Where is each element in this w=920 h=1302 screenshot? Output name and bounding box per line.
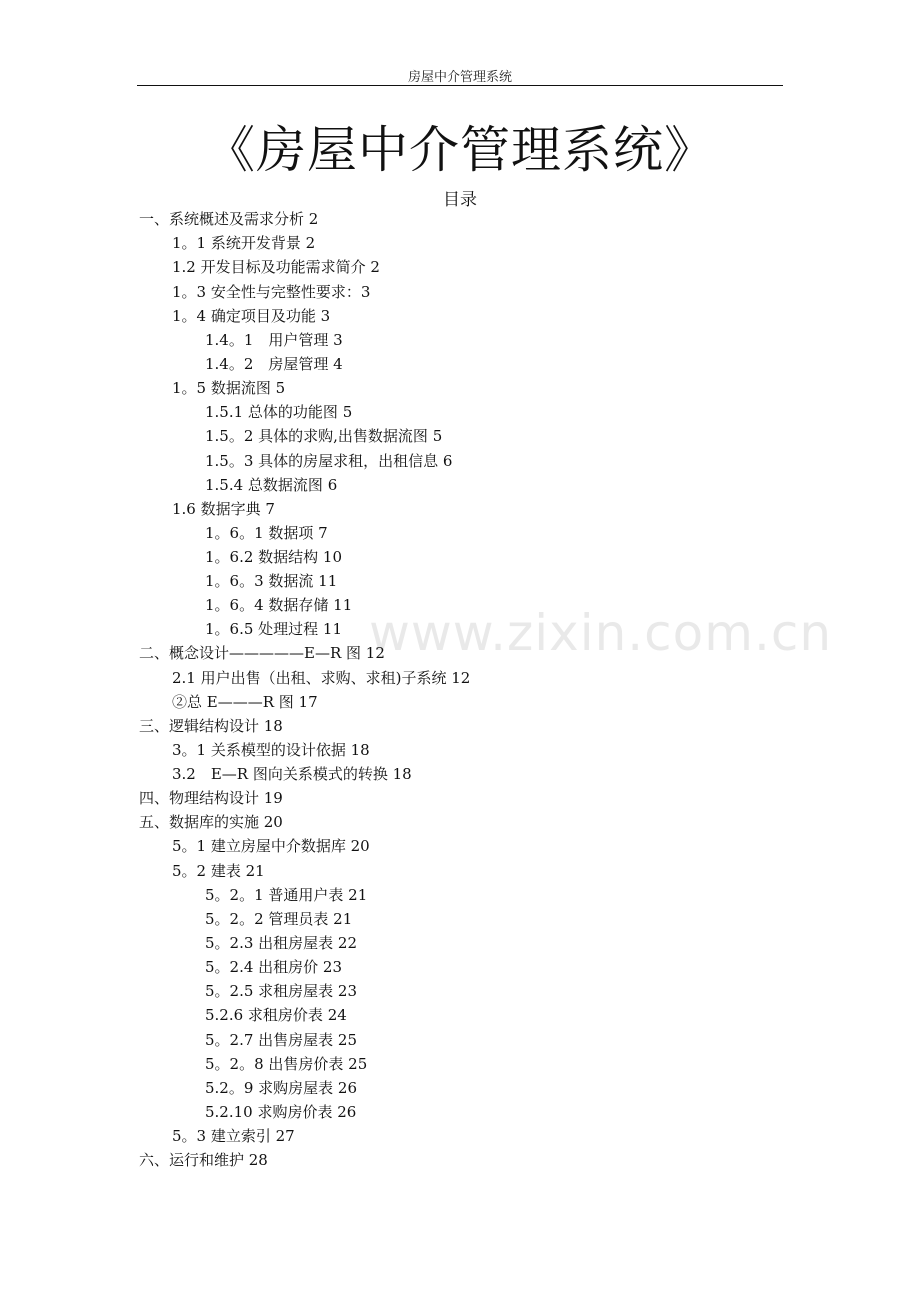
toc-entry[interactable]: 一、系统概述及需求分析 2 (139, 210, 319, 228)
toc-entry[interactable]: 5。2.3 出租房屋表 22 (205, 934, 358, 952)
toc-entry[interactable]: 三、逻辑结构设计 18 (139, 717, 283, 735)
running-header: 房屋中介管理系统 (407, 70, 512, 85)
toc-entry[interactable]: ②总 E———R 图 17 (172, 693, 318, 711)
toc-entry[interactable]: 1。6。3 数据流 11 (205, 572, 338, 590)
toc-heading: 目录 (443, 190, 477, 210)
toc-entry[interactable]: 1。6.5 处理过程 11 (205, 620, 343, 638)
toc-entry[interactable]: 3。1 关系模型的设计依据 18 (172, 741, 370, 759)
toc-entry[interactable]: 1。3 安全性与完整性要求：3 (172, 283, 371, 301)
toc-entry[interactable]: 五、数据库的实施 20 (139, 813, 283, 831)
header-divider (137, 85, 783, 86)
toc-entry[interactable]: 1.5.1 总体的功能图 5 (205, 403, 353, 421)
toc-entry[interactable]: 二、概念设计—————E—R 图 12 (139, 644, 385, 662)
toc-entry[interactable]: 1.6 数据字典 7 (172, 500, 275, 518)
toc-entry[interactable]: 六、运行和维护 28 (139, 1151, 268, 1169)
toc-entry[interactable]: 5.2.6 求租房价表 24 (205, 1006, 347, 1024)
toc-entry[interactable]: 5。2.5 求租房屋表 23 (205, 982, 358, 1000)
document-title: 《房屋中介管理系统》 (205, 121, 715, 179)
watermark: www.zixin.com.cn (369, 604, 833, 662)
toc-entry[interactable]: 1.5。2 具体的求购,出售数据流图 5 (205, 427, 443, 445)
toc-entry[interactable]: 1.5。3 具体的房屋求租，出租信息 6 (205, 452, 453, 470)
toc-entry[interactable]: 1。4 确定项目及功能 3 (172, 307, 331, 325)
toc-entry[interactable]: 3.2 E—R 图向关系模式的转换 18 (172, 765, 412, 783)
toc-entry[interactable]: 5。2.7 出售房屋表 25 (205, 1031, 358, 1049)
toc-entry[interactable]: 四、物理结构设计 19 (139, 789, 283, 807)
toc-entry[interactable]: 1.2 开发目标及功能需求简介 2 (172, 258, 380, 276)
toc-entry[interactable]: 5。2。1 普通用户表 21 (205, 886, 368, 904)
toc-entry[interactable]: 5。1 建立房屋中介数据库 20 (172, 837, 370, 855)
toc-entry[interactable]: 1。5 数据流图 5 (172, 379, 286, 397)
toc-entry[interactable]: 2.1 用户出售（出租、求购、求租)子系统 12 (172, 669, 471, 687)
toc-entry[interactable]: 5。2。8 出售房价表 25 (205, 1055, 368, 1073)
toc-entry[interactable]: 1.4。2 房屋管理 4 (205, 355, 343, 373)
toc-entry[interactable]: 5。2.4 出租房价 23 (205, 958, 343, 976)
toc-entry[interactable]: 5.2。9 求购房屋表 26 (205, 1079, 358, 1097)
toc-entry[interactable]: 1。1 系统开发背景 2 (172, 234, 316, 252)
toc-entry[interactable]: 5.2.10 求购房价表 26 (205, 1103, 357, 1121)
toc-entry[interactable]: 1.4。1 用户管理 3 (205, 331, 343, 349)
toc-entry[interactable]: 1。6。4 数据存储 11 (205, 596, 353, 614)
toc-entry[interactable]: 5。2。2 管理员表 21 (205, 910, 353, 928)
toc-entry[interactable]: 1。6。1 数据项 7 (205, 524, 328, 542)
toc-entry[interactable]: 5。2 建表 21 (172, 862, 265, 880)
toc-entry[interactable]: 1.5.4 总数据流图 6 (205, 476, 338, 494)
toc-entry[interactable]: 1。6.2 数据结构 10 (205, 548, 343, 566)
toc-entry[interactable]: 5。3 建立索引 27 (172, 1127, 295, 1145)
